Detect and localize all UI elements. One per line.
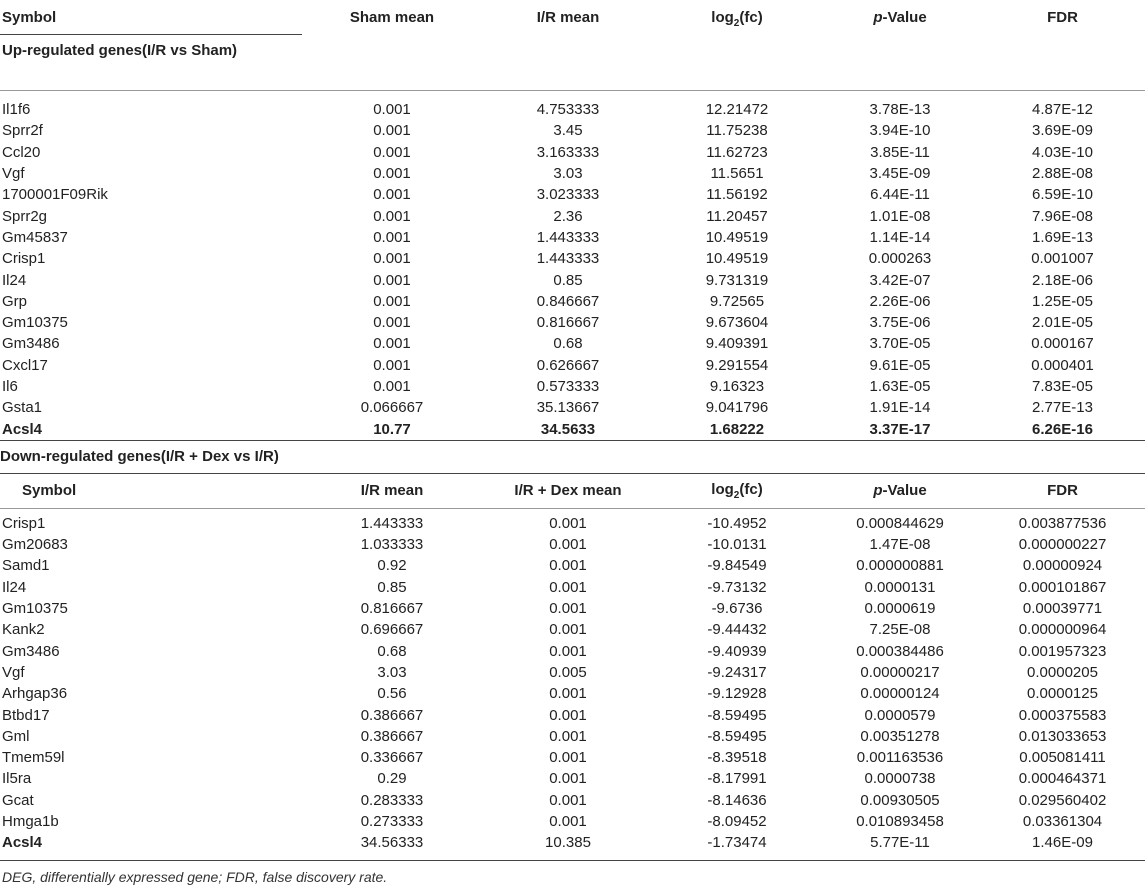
table-cell: 0.001 (373, 271, 411, 289)
header-p-value: p-Value (873, 9, 927, 26)
table-cell: 0.00000924 (1022, 557, 1103, 575)
table-cell: 0.00039771 (1022, 600, 1103, 618)
table-cell: 0.005081411 (1019, 749, 1106, 767)
table-cell: 0.001 (549, 578, 587, 596)
table-row (0, 534, 1145, 555)
down-regulated-title: Down-regulated genes(I/R + Dex vs I/R) (0, 440, 1145, 473)
table-cell: Hmga1b (2, 813, 59, 831)
header-p-value: p-Value (820, 473, 980, 508)
table-cell: 0.696667 (360, 621, 424, 639)
table-cell: 0.000401 (1031, 356, 1094, 374)
table-row (0, 704, 1145, 725)
highlight-cell: 34.5633 (540, 420, 596, 438)
table-cell: Cxcl17 (2, 356, 48, 374)
header-symbol: Symbol (0, 0, 302, 34)
table-cell: -9.6736 (711, 600, 763, 618)
table-cell: Crisp1 (2, 514, 46, 532)
table-cell: Vgf (2, 165, 25, 183)
table-cell: 0.92 (377, 557, 407, 575)
header-ir-mean: I/R mean (302, 473, 482, 508)
table-cell: 1.01E-08 (869, 207, 931, 225)
table-cell: Il1f6 (2, 101, 31, 119)
table-cell: 6.44E-11 (870, 186, 930, 204)
table-cell: 6.59E-10 (1032, 186, 1093, 204)
table-row (0, 811, 1145, 832)
table-cell: 0.85 (553, 271, 583, 289)
table-cell: 0.001 (549, 791, 587, 809)
table-cell: 0.001 (373, 250, 411, 268)
table-cell: 0.005 (549, 663, 587, 681)
table-cell: -8.09452 (707, 813, 767, 831)
table-cell: 12.21472 (705, 101, 769, 119)
table-cell: 0.573333 (536, 378, 600, 395)
table-row (0, 376, 1145, 397)
header-ir-mean: I/R mean (536, 9, 600, 26)
table-cell: 9.291554 (705, 356, 769, 374)
header-log2fc: $\log_2(fc)$ (654, 473, 820, 508)
highlight-cell: 6.26E-16 (1032, 420, 1093, 438)
table-row (0, 747, 1145, 768)
table-cell: 0.001007 (1031, 250, 1094, 268)
table-cell: Btbd17 (2, 706, 50, 724)
table-cell: 0.000844629 (856, 514, 944, 532)
table-cell: 11.56192 (706, 186, 768, 204)
table-cell: 0.0000579 (864, 706, 936, 724)
table-cell: 1.443333 (360, 514, 424, 532)
table-cell: 0.001 (373, 314, 411, 332)
table-cell: 0.0000125 (1027, 685, 1098, 703)
table-cell: Gsta1 (2, 399, 43, 417)
table-cell: 0.001 (373, 165, 411, 183)
table-cell: Il24 (2, 271, 27, 289)
table-cell: 0.001 (373, 356, 411, 374)
table-cell: Gcat (2, 791, 34, 809)
table-cell: 0.001 (373, 207, 411, 225)
table-row (0, 619, 1145, 640)
table-cell: 0.001 (373, 101, 411, 119)
highlight-cell: 5.77E-11 (870, 834, 930, 852)
table-cell: 7.25E-08 (869, 621, 931, 639)
table-cell: 9.673604 (705, 314, 769, 332)
table-cell: 0.386667 (360, 727, 424, 745)
highlight-cell: 1.68222 (709, 420, 765, 438)
table-cell: 1.443333 (536, 250, 600, 268)
table-cell: 10.49519 (705, 250, 769, 268)
table-cell: 1.033333 (360, 536, 424, 554)
table-row (0, 397, 1145, 418)
table-cell: 0.00000217 (860, 663, 940, 681)
table-cell: 1.25E-05 (1032, 292, 1093, 310)
table-cell: 0.066667 (360, 399, 424, 417)
table-cell: 3.85E-11 (870, 143, 930, 161)
table-cell: 2.18E-06 (1032, 271, 1093, 289)
table-cell: 0.001 (549, 600, 587, 618)
table-cell: 0.001 (549, 557, 587, 575)
table-cell: 0.0000131 (864, 578, 936, 596)
footnote: DEG, differentially expressed gene; FDR, false discovery rate. (2, 868, 388, 885)
table-cell: 0.001 (549, 813, 587, 831)
table-cell: 0.001 (373, 228, 411, 246)
table-cell: Gm10375 (2, 314, 68, 332)
table-cell: 9.041796 (705, 399, 769, 417)
table2-highlight-row (0, 832, 1145, 853)
table-cell: Ccl20 (2, 143, 41, 161)
table-cell: 4.87E-12 (1032, 101, 1093, 119)
table-cell: Il24 (2, 578, 27, 596)
table-cell: Kank2 (2, 621, 45, 639)
table-row (0, 726, 1145, 747)
highlight-cell: 10.77 (373, 420, 411, 438)
table-cell: Gm3486 (2, 335, 60, 353)
table-cell: 9.16323 (709, 378, 765, 395)
table-cell: 3.163333 (536, 143, 600, 161)
table-cell: 11.20457 (706, 207, 768, 225)
table-cell: 7.96E-08 (1032, 207, 1093, 225)
table-row (0, 577, 1145, 598)
section-title-down-row (0, 440, 1145, 473)
table-cell: 1.63E-05 (869, 378, 931, 395)
table-row (0, 184, 1145, 205)
table-cell: Sprr2g (2, 207, 48, 225)
table-cell: 0.001 (549, 727, 587, 745)
table-cell: 9.409391 (705, 335, 769, 353)
table-cell: 0.000101867 (1018, 578, 1107, 596)
table-row (0, 99, 1145, 120)
table-cell: 0.001 (373, 143, 411, 161)
table-cell: 1.47E-08 (869, 536, 931, 554)
table-row (0, 513, 1145, 534)
table-cell: 0.029560402 (1018, 791, 1107, 809)
table-cell: 0.0000205 (1027, 663, 1098, 681)
table-cell: 0.001 (549, 749, 587, 767)
table-cell: 0.003877536 (1018, 514, 1107, 532)
table-row (0, 248, 1145, 269)
table-cell: Arhgap36 (2, 685, 68, 703)
header-sham-mean: Sham mean (349, 9, 435, 26)
table-cell: 2.26E-06 (869, 292, 931, 310)
table1-highlight-row (0, 418, 1145, 440)
table-row (0, 355, 1145, 376)
table-cell: -10.4952 (707, 514, 767, 532)
table-row (0, 555, 1145, 576)
table-cell: 9.61E-05 (869, 356, 931, 374)
highlight-cell: 34.56333 (360, 834, 424, 852)
table-cell: Vgf (2, 663, 25, 681)
highlight-cell: 10.385 (545, 834, 591, 852)
table-row (0, 205, 1145, 226)
header-log2fc: $\log_2(fc)$ (711, 9, 763, 29)
table-cell: 3.03 (377, 663, 407, 681)
table-cell: 0.00930505 (860, 791, 940, 809)
table-cell: 0.001957323 (1018, 642, 1107, 660)
table-cell: 0.001 (549, 514, 587, 532)
table-cell: -9.84549 (707, 557, 767, 575)
table-cell: -10.0131 (707, 536, 767, 554)
table-cell: -9.44432 (707, 621, 767, 639)
table-cell: -8.14636 (707, 791, 767, 809)
table-cell: 1.14E-14 (869, 228, 931, 246)
table-cell: 0.000263 (868, 250, 932, 268)
table-cell: 4.753333 (536, 101, 600, 119)
table-cell: 0.336667 (360, 749, 424, 767)
table-cell: 0.001 (373, 186, 411, 204)
table-cell: 10.49519 (705, 228, 769, 246)
table-cell: 0.00351278 (860, 727, 940, 745)
table-cell: 0.001 (373, 122, 411, 140)
table-cell: -8.39518 (707, 749, 767, 767)
table-row (0, 641, 1145, 662)
table-cell: 0.001 (549, 685, 587, 703)
table-row (0, 227, 1145, 248)
table-cell: -8.59495 (707, 727, 767, 745)
table-cell: -9.24317 (707, 663, 767, 681)
highlight-cell: 3.37E-17 (869, 420, 931, 438)
table-cell: 0.29 (377, 770, 407, 788)
table-cell: 0.000375583 (1018, 706, 1107, 724)
table-cell: 0.000384486 (856, 642, 944, 660)
table-cell: 0.273333 (360, 813, 424, 831)
table-row (0, 768, 1145, 789)
table-cell: Il6 (2, 378, 18, 395)
table-row (0, 312, 1145, 333)
table-cell: Il5ra (2, 770, 32, 788)
table-cell: 0.000000964 (1018, 621, 1107, 639)
table-cell: 3.03 (553, 165, 583, 183)
table1-header-row (0, 0, 1145, 34)
table-cell: 0.0000619 (864, 600, 936, 618)
table-cell: 9.72565 (709, 292, 765, 310)
table-cell: Gm3486 (2, 642, 60, 660)
header-fdr: FDR (1047, 9, 1078, 26)
table-cell: -8.59495 (707, 706, 767, 724)
highlight-cell: Acsl4 (2, 420, 43, 438)
table-row (0, 142, 1145, 163)
table-cell: 0.001 (549, 642, 587, 660)
section-title-up (0, 34, 1145, 90)
table-row (0, 790, 1145, 811)
table-row (0, 662, 1145, 683)
table-cell: 0.013033653 (1018, 727, 1107, 745)
table-cell: 1700001F09Rik (2, 186, 108, 204)
table-cell: 2.77E-13 (1032, 399, 1093, 417)
table-cell: 0.846667 (536, 292, 600, 310)
table-row (0, 120, 1145, 141)
table-cell: 0.85 (377, 578, 407, 596)
table-cell: 0.56 (377, 685, 407, 703)
table-cell: 0.283333 (360, 791, 424, 809)
table-cell: 0.001 (549, 621, 587, 639)
table-cell: 11.62723 (706, 143, 768, 161)
highlight-cell: Acsl4 (2, 834, 43, 852)
table-row (0, 269, 1145, 290)
table-cell: 0.010893458 (856, 813, 944, 831)
table-cell: 3.023333 (536, 186, 600, 204)
table-cell: 2.01E-05 (1032, 314, 1093, 332)
table-cell: 1.69E-13 (1032, 228, 1093, 246)
table-cell: 0.001 (549, 706, 587, 724)
table-cell: Gm20683 (2, 536, 68, 554)
table-cell: 9.731319 (705, 271, 769, 289)
table-cell: Samd1 (2, 557, 50, 575)
table-cell: -9.40939 (707, 642, 767, 660)
table-cell: 4.03E-10 (1032, 143, 1093, 161)
table-cell: 0.00000124 (860, 685, 940, 703)
table-cell: 3.78E-13 (869, 101, 931, 119)
table-cell: 2.88E-08 (1032, 165, 1093, 183)
table-cell: 35.13667 (536, 399, 600, 417)
table-cell: 0.816667 (360, 600, 424, 618)
table-cell: 0.386667 (360, 706, 424, 724)
table-cell: Gm45837 (2, 228, 68, 246)
table-cell: Gm10375 (2, 600, 68, 618)
table-cell: 11.5651 (710, 165, 764, 183)
table-cell: 0.001 (549, 770, 587, 788)
up-regulated-title: Up-regulated genes(I/R vs Sham) (2, 41, 238, 59)
table-cell: 0.000000227 (1018, 536, 1107, 554)
table-cell: 1.443333 (536, 228, 600, 246)
table-cell: 0.03361304 (1022, 813, 1103, 831)
table-cell: -9.73132 (707, 578, 767, 596)
table-cell: -8.17991 (707, 770, 767, 788)
table-cell: 3.45 (553, 122, 583, 140)
table-cell: 0.626667 (536, 356, 600, 374)
table-cell: 0.000000881 (856, 557, 944, 575)
highlight-cell: 1.46E-09 (1032, 834, 1093, 852)
table-cell: 0.68 (553, 335, 583, 353)
table-cell: Sprr2f (2, 122, 43, 140)
table-row (0, 683, 1145, 704)
table-cell: 0.000167 (1031, 335, 1094, 353)
table-cell: Gml (2, 727, 30, 745)
table-row (0, 598, 1145, 619)
table-row (0, 333, 1145, 354)
table-cell: 0.816667 (536, 314, 600, 332)
table-cell: 7.83E-05 (1032, 378, 1093, 395)
table-cell: 3.70E-05 (869, 335, 931, 353)
table-row (0, 163, 1145, 184)
table-row (0, 291, 1145, 312)
table-cell: 0.000464371 (1018, 770, 1107, 788)
table-cell: Crisp1 (2, 250, 46, 268)
table-cell: Grp (2, 292, 28, 310)
table-cell: 3.45E-09 (869, 165, 931, 183)
table-cell: 2.36 (553, 207, 583, 225)
table-cell: 1.91E-14 (869, 399, 931, 417)
highlight-cell: -1.73474 (707, 834, 767, 852)
table-cell: 0.001 (373, 378, 411, 395)
header-symbol: Symbol (0, 473, 302, 508)
table-cell: 0.001163536 (856, 749, 944, 767)
table-cell: 11.75238 (706, 122, 768, 140)
table2-header-row (0, 473, 1145, 508)
header-ir-dex-mean: I/R + Dex mean (482, 473, 654, 508)
table-cell: Tmem59l (2, 749, 65, 767)
header-fdr: FDR (980, 473, 1145, 508)
table-cell: 0.001 (373, 292, 411, 310)
table-cell: 3.94E-10 (869, 122, 931, 140)
table-cell: 0.001 (373, 335, 411, 353)
table-cell: 3.69E-09 (1032, 122, 1093, 140)
table-cell: 0.0000738 (864, 770, 936, 788)
table-cell: 3.42E-07 (869, 271, 931, 289)
table-cell: 0.001 (549, 536, 587, 554)
table-cell: -9.12928 (707, 685, 767, 703)
table-cell: 0.68 (377, 642, 407, 660)
table-cell: 3.75E-06 (869, 314, 931, 332)
